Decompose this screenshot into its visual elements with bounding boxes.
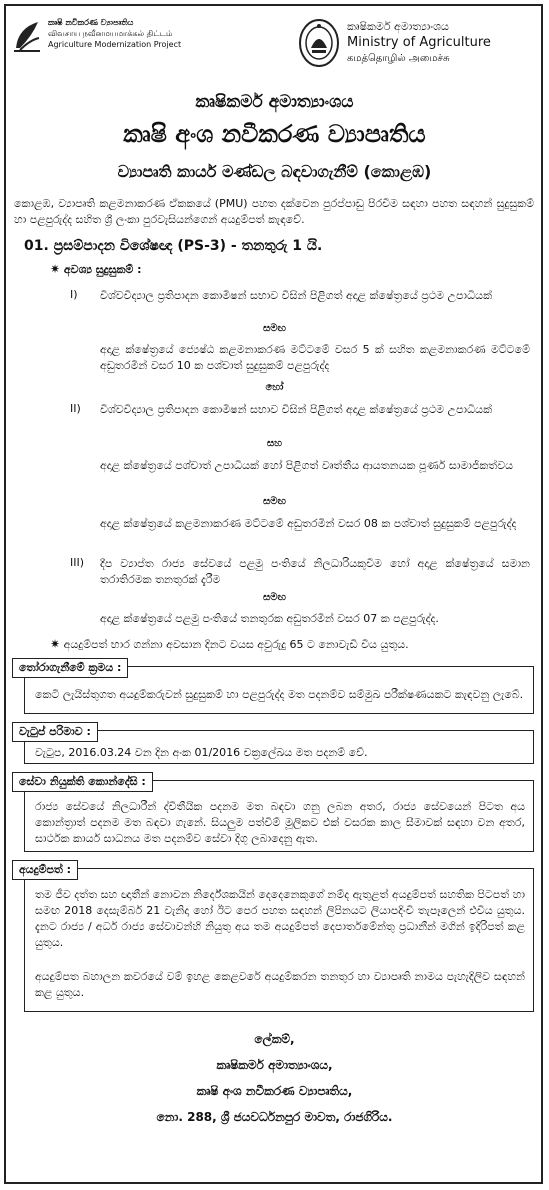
option-iii-experience: අදාළ ක්ෂේත්‍රයේ පළමු පංතියේ තනතුරක අඩුතරමින් වසර 07 ක පළපුරුද්ද.	[100, 612, 439, 625]
option-ii-degree: විශ්වවිද්‍යාල ප්‍රතිපාදන කොමිෂන් සභාව විසින් පිළිගත් අදාළ ක්ෂේත්‍රයේ ප්‍රථම උපාධියක්	[100, 403, 493, 416]
age-limit-text: අයදුම්පත් භාර ගන්නා අවසාන දිනට වයස අවුරුදු 65 ට නොවැඩි විය යුතුය.	[63, 638, 409, 651]
application-box	[24, 868, 534, 1012]
option-ii-postgraduate: අදාළ ක්ෂේත්‍රයේ පශ්චාත් උපාධියක් හෝ පිළිගත් වෘත්තීය ආයතනයක පූර්ණ සාමාජිකත්වය	[100, 459, 514, 472]
option-ii-experience: අදාළ ක්ෂේත්‍රයේ කළමනාකරණ මට්ටමේ අඩුතරමින් වසර 08 ක පශ්චාත් සුදුසුකම් පළපුරුද්ද	[100, 517, 517, 530]
option-i-label: I)	[70, 288, 78, 301]
age-limit-note	[50, 636, 530, 653]
ministry-name-english: Ministry of Agriculture	[347, 35, 491, 50]
qualifications-label-text: අවශ්‍ය සුදුසුකම් :	[63, 263, 142, 276]
salary-text: වැටුප, 2016.03.24 වන දින අංක 01/2016 චක්‍රලේඛය මත පදනම් වේ.	[35, 746, 368, 759]
application-heading: අයදුම්පත් :	[12, 860, 78, 880]
project-title: කෘෂි අංශ නවීකරණ ව්‍යාපෘතිය	[123, 120, 426, 148]
recruitment-title: ව්‍යාපෘති කාර්ය මණ්ඩල බඳවාගැනීම් (කොළඹ)	[117, 162, 432, 181]
ministry-name-tamil: கமத்தொழில் அமைச்சு	[347, 53, 450, 64]
project-name-sinhala: කෘෂි නවීකරණ ව්‍යාපෘතිය	[48, 18, 134, 27]
salary-heading: වැටුප් පරිමාව :	[12, 722, 98, 742]
terms-text: රාජ්‍ය සේවයේ නිලධාරීන් ද්විතීයික පදනම මත බඳවා ගනු ලබන අතර, රාජ්‍ය සේවයෙන් පිටත අය කොන්ත්‍රාත් පදනම මත බඳවා ගැනේ. සියලුම පත්වීම් මූලිකව එක් වසරක කාල සීමාවක් සඳහා වන අතර, සාර්ථක කාර්ය සාධනය මත පදනම්ව සේවා දිගු ලබාදෙනු ඇත.	[35, 800, 525, 845]
project-name-tamil: விவசாய நவீனமயமாக்கல் திட்டம்	[48, 29, 173, 38]
application-text-2: අයදුම්පත බහාලන කවරයේ වම් ඉහළ කෙළවරේ අයදුම්කරන තනතුර හා ව්‍යාපෘති නාමය පැහැදිලිව සඳහන් කළ යුතුය.	[35, 970, 525, 999]
selection-text: කෙටි ලැයිස්තුගත අයදුම්කරුවන් සුදුසුකම් හා පළපුරුද්ද මත පදනම්ව සම්මුඛ පරීක්ෂණයකට කැඳවනු ලැබේ.	[35, 688, 524, 701]
option-ii-label: II)	[70, 402, 81, 415]
project-logo-block	[12, 18, 212, 66]
star-bullet-icon: ✷	[50, 637, 61, 651]
ministry-title: කෘෂිකර්ම අමාත්‍යාංශය	[195, 92, 354, 112]
qualifications-label	[50, 262, 142, 277]
star-bullet-icon: ✷	[50, 262, 61, 276]
option-iii-label: III)	[70, 556, 85, 569]
connector-samaga-2: සමඟ	[263, 496, 286, 507]
ministry-name-sinhala: කෘෂිකර්ම අමාත්‍යාංශය	[347, 20, 449, 33]
connector-saha: සහ	[266, 438, 283, 449]
state-emblem-icon	[297, 18, 341, 68]
signature-ministry: කෘෂිකර්ම අමාත්‍යාංශය,	[216, 1058, 333, 1072]
project-name-english: Agriculture Modernization Project	[48, 40, 182, 49]
connector-samaga-1: සමඟ	[263, 323, 286, 334]
connector-samaga-3: සමඟ	[263, 592, 286, 603]
signature-title: ලේකම්,	[254, 1032, 295, 1046]
post-title: 01. ප්‍රසම්පාදන විශේෂඥ (PS-3) - තනතුරු 1 යි.	[24, 238, 323, 254]
ministry-emblem-block	[297, 18, 537, 78]
signature-address: නො. 288, ශ්‍රී ජයවර්ධනපුර මාවත, රාජගිරිය.	[156, 1110, 393, 1124]
terms-heading: සේවා නියුක්ති කොන්දේසි :	[12, 772, 153, 792]
option-iii-service: දීප ව්‍යාප්ත රාජ්‍ය සේවයේ පළමු පංතියේ නිලධාරියකුවීම හෝ අදාළ ක්ෂේත්‍රයේ සමාන තරාතිරමක තනතුරක් දැරීම	[100, 557, 530, 586]
application-text-1: තම ජීව දත්ත සහ ඥාතීන් නොවන නිර්දේශකයින් දෙදෙනෙකුගේ නම්ද ඇතුළත් අයදුම්පත් සහතික පිටපත් හා සමඟ 2018 දෙසැම්බර් 21 වැනිදා හෝ ඊට පෙර පහත සඳහන් ලිපිනයට ලියාපදිංචි තැපෑලෙන් එවිය යුතුය. දැනට රාජ්‍ය / අර්ධ රාජ්‍ය සේවාවන්හි නියුතු අය තම අයදුම්පත් දෙපාර්තමේන්තු ප්‍රධානීන් මගින් ඉදිරිපත් කළ යුතුය.	[35, 888, 525, 949]
option-i-experience: අදාළ ක්ෂේත්‍රයේ ජ්‍යෙෂ්ඨ කළමනාකරණ මට්ටමේ වසර 5 ක් සහිත කළමනාකරණ මට්ටමේ අඩුතරමින් වසර 10 ක පශ්චාත් සුදුසුකම් පළපුරුද්ද	[100, 343, 530, 372]
salary-box	[24, 730, 534, 764]
option-i-degree: විශ්වවිද්‍යාල ප්‍රතිපාදන කොමිෂන් සභාව විසින් පිළිගත් අදාළ ක්ෂේත්‍රයේ ප්‍රථම උපාධියක්	[100, 289, 493, 302]
signature-project: කෘෂි අංශ නවීකරණ ව්‍යාපෘතිය,	[196, 1084, 353, 1098]
selection-heading: තෝරාගැනීමේ ක්‍රමය :	[12, 658, 128, 678]
connector-ho: හෝ	[265, 382, 284, 393]
intro-paragraph: කොළඹ, ව්‍යාපෘති කළමනාකරණ ඒකකයේ (PMU) පහත දක්වෙන පුරප්පාඩු පිරවීම සඳහා පහත සඳහන් සුදුසුකම් හා පළපුරුද්ද සහිත ශ්‍රී ලංකා පුරවැසියන්ගෙන් අයදුම්පත් කැඳවේ.	[14, 197, 534, 226]
project-logo-icon	[12, 18, 42, 54]
